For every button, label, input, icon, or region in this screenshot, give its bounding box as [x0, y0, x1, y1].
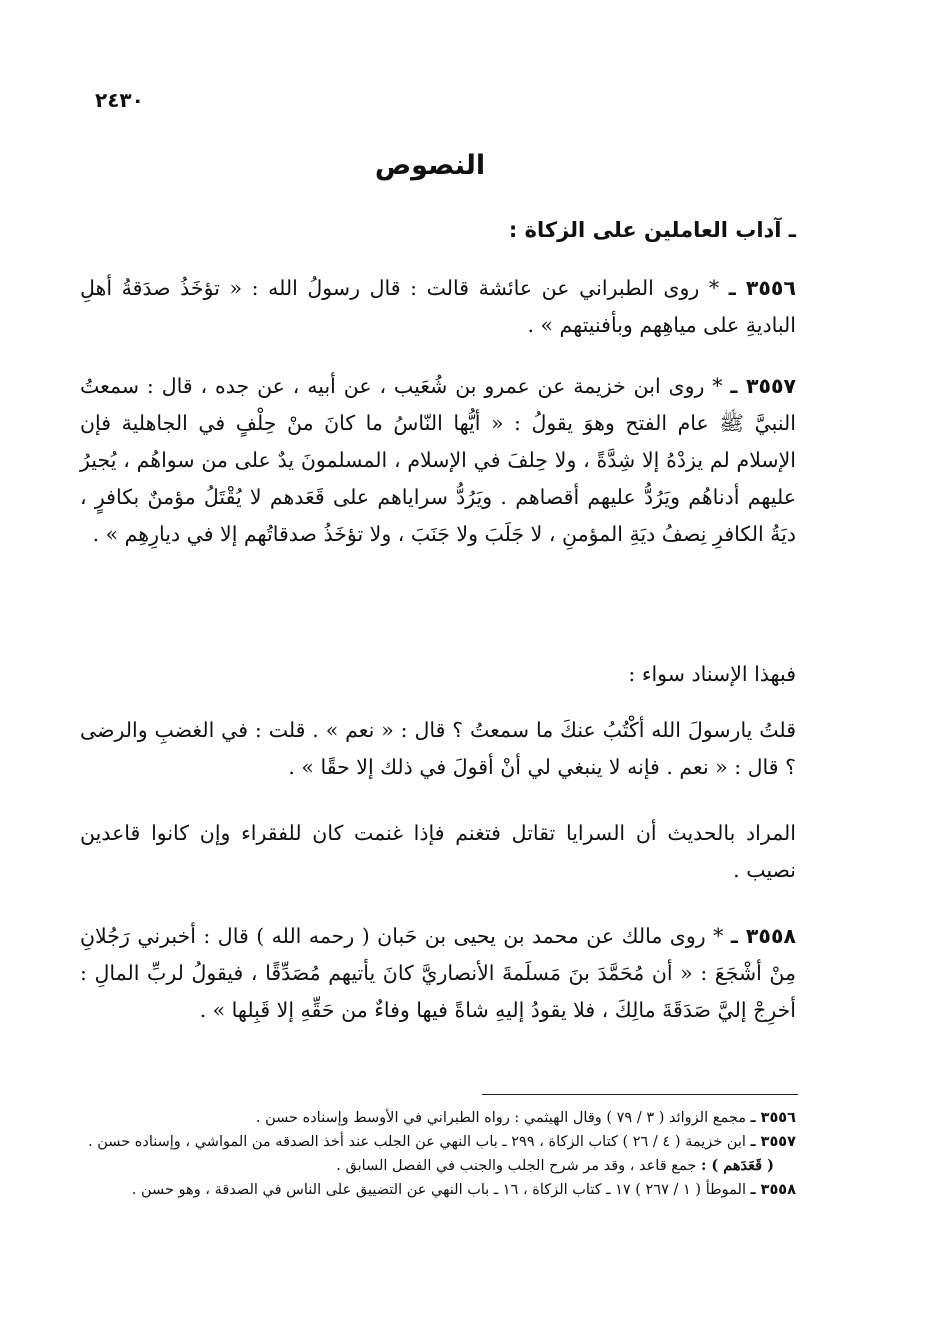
footnote — [80, 1178, 796, 1202]
isnad-line: فبهذا الإسناد سواء : — [628, 662, 796, 686]
hadith-number: ٣٥٥٦ ـ — [728, 276, 796, 300]
hadith-continuation: قلتُ يارسولَ الله أكْتُبُ عنكَ ما سمعتُ ؟ قال : « نعم » . قلت : في الغضبِ والرضى ؟ قال : « نعم . فإنه لا ينبغي لي أنْ أقولَ في ذلك إلا حقًا » . — [80, 718, 796, 779]
footnote-number: ٣٥٥٧ ـ — [750, 1134, 796, 1150]
hadith-text: * روى الطبراني عن عائشة قالت : قال رسولُ الله : « تؤخَذُ صدَقةُ أهلِ الباديةِ على مياهِهم وبأفنيتهم » . — [80, 276, 796, 337]
hadith-text: * روى ابن خزيمة عن عمرو بن شُعَيب ، عن أبيه ، عن جده ، قال : سمعتُ النبيَّ ﷺ عام الفتح وهوَ يقولُ : « أيُّها النّاسُ ما كانَ منْ حِلْفٍ في الجاهلية فإن الإسلام لم يزدْهُ إلا شِدَّةً ، ولا حِلفَ في الإسلام ، المسلمونَ يدٌ على من سواهُم ، يُجيرُ عليهم أدناهُم ويَرُدُّ عليهم أقصاهم . ويَرُدُّ سراياهم على قَعَدهم لا يُقْتَلُ مؤمنٌ بكافرٍ ، ديَةُ الكافرِ نِصفُ ديَةِ المؤمنِ ، لا جَلَبَ ولا جَنَبَ ، ولا تؤخَذُ صدقاتُهم إلا في ديارِهِم » . — [80, 374, 796, 546]
section-heading: ـ آداب العاملين على الزكاة : — [508, 218, 796, 242]
chapter-title: النصوص — [374, 150, 486, 181]
hadith-number: ٣٥٥٨ ـ — [730, 924, 796, 948]
footnotes — [80, 1106, 796, 1202]
footnote-number: ٣٥٥٨ ـ — [750, 1182, 796, 1198]
footnote — [80, 1130, 796, 1154]
footnote-text: جمع قاعد ، وقد مر شرح الجلب والجنب في الفصل السابق . — [336, 1158, 697, 1174]
footnote — [80, 1154, 796, 1178]
hadith-text: * روى مالك عن محمد بن يحيى بن حَبان ( رحمه الله ) قال : أخبرني رَجُلانِ مِنْ أشْجَعَ : « أن مُحَمَّدَ بنَ مَسلَمةَ الأنصاريَّ كانَ يأتيهم مُصَدِّقًا ، فيقولُ لربِّ المالِ : أخرِجْ إليَّ صَدَقَةَ مالِكَ ، فلا يقودُ إليهِ شاةً فيها وفاءٌ من حَقِّهِ إلا قَبِلها » . — [80, 924, 796, 1022]
footnote-number: ٣٥٥٦ ـ — [750, 1110, 796, 1126]
footnote-divider — [482, 1094, 798, 1095]
explanation-paragraph: المراد بالحديث أن السرايا تقاتل فتغنم فإذا غنمت كان للفقراء وإن كانوا قاعدين نصيب . — [80, 821, 796, 882]
footnote-text: مجمع الزوائد ( ٣ / ٧٩ ) وقال الهيثمي : رواه الطبراني في الأوسط وإسناده حسن . — [255, 1110, 746, 1126]
hadith-3557 — [80, 368, 796, 553]
hadith-3558 — [80, 918, 796, 1029]
page-number: ٢٤٣٠ — [95, 88, 144, 112]
hadith-3556 — [80, 270, 796, 344]
footnote — [80, 1106, 796, 1130]
footnote-text: ابن خزيمة ( ٤ / ٢٦ ) كتاب الزكاة ، ٢٩٩ ـ باب النهي عن الجلب عند أخذ الصدقه من المواشي ، وإسناده حسن . — [88, 1134, 746, 1150]
hadith-number: ٣٥٥٧ ـ — [730, 374, 796, 398]
footnote-text: الموطأ ( ١ / ٢٦٧ ) ١٧ ـ كتاب الزكاة ، ١٦ ـ باب النهي عن التضييق على الناس في الصدقة ، وهو حسن . — [131, 1182, 746, 1198]
footnote-term: ( قَعَدَهم ) : — [700, 1157, 774, 1174]
